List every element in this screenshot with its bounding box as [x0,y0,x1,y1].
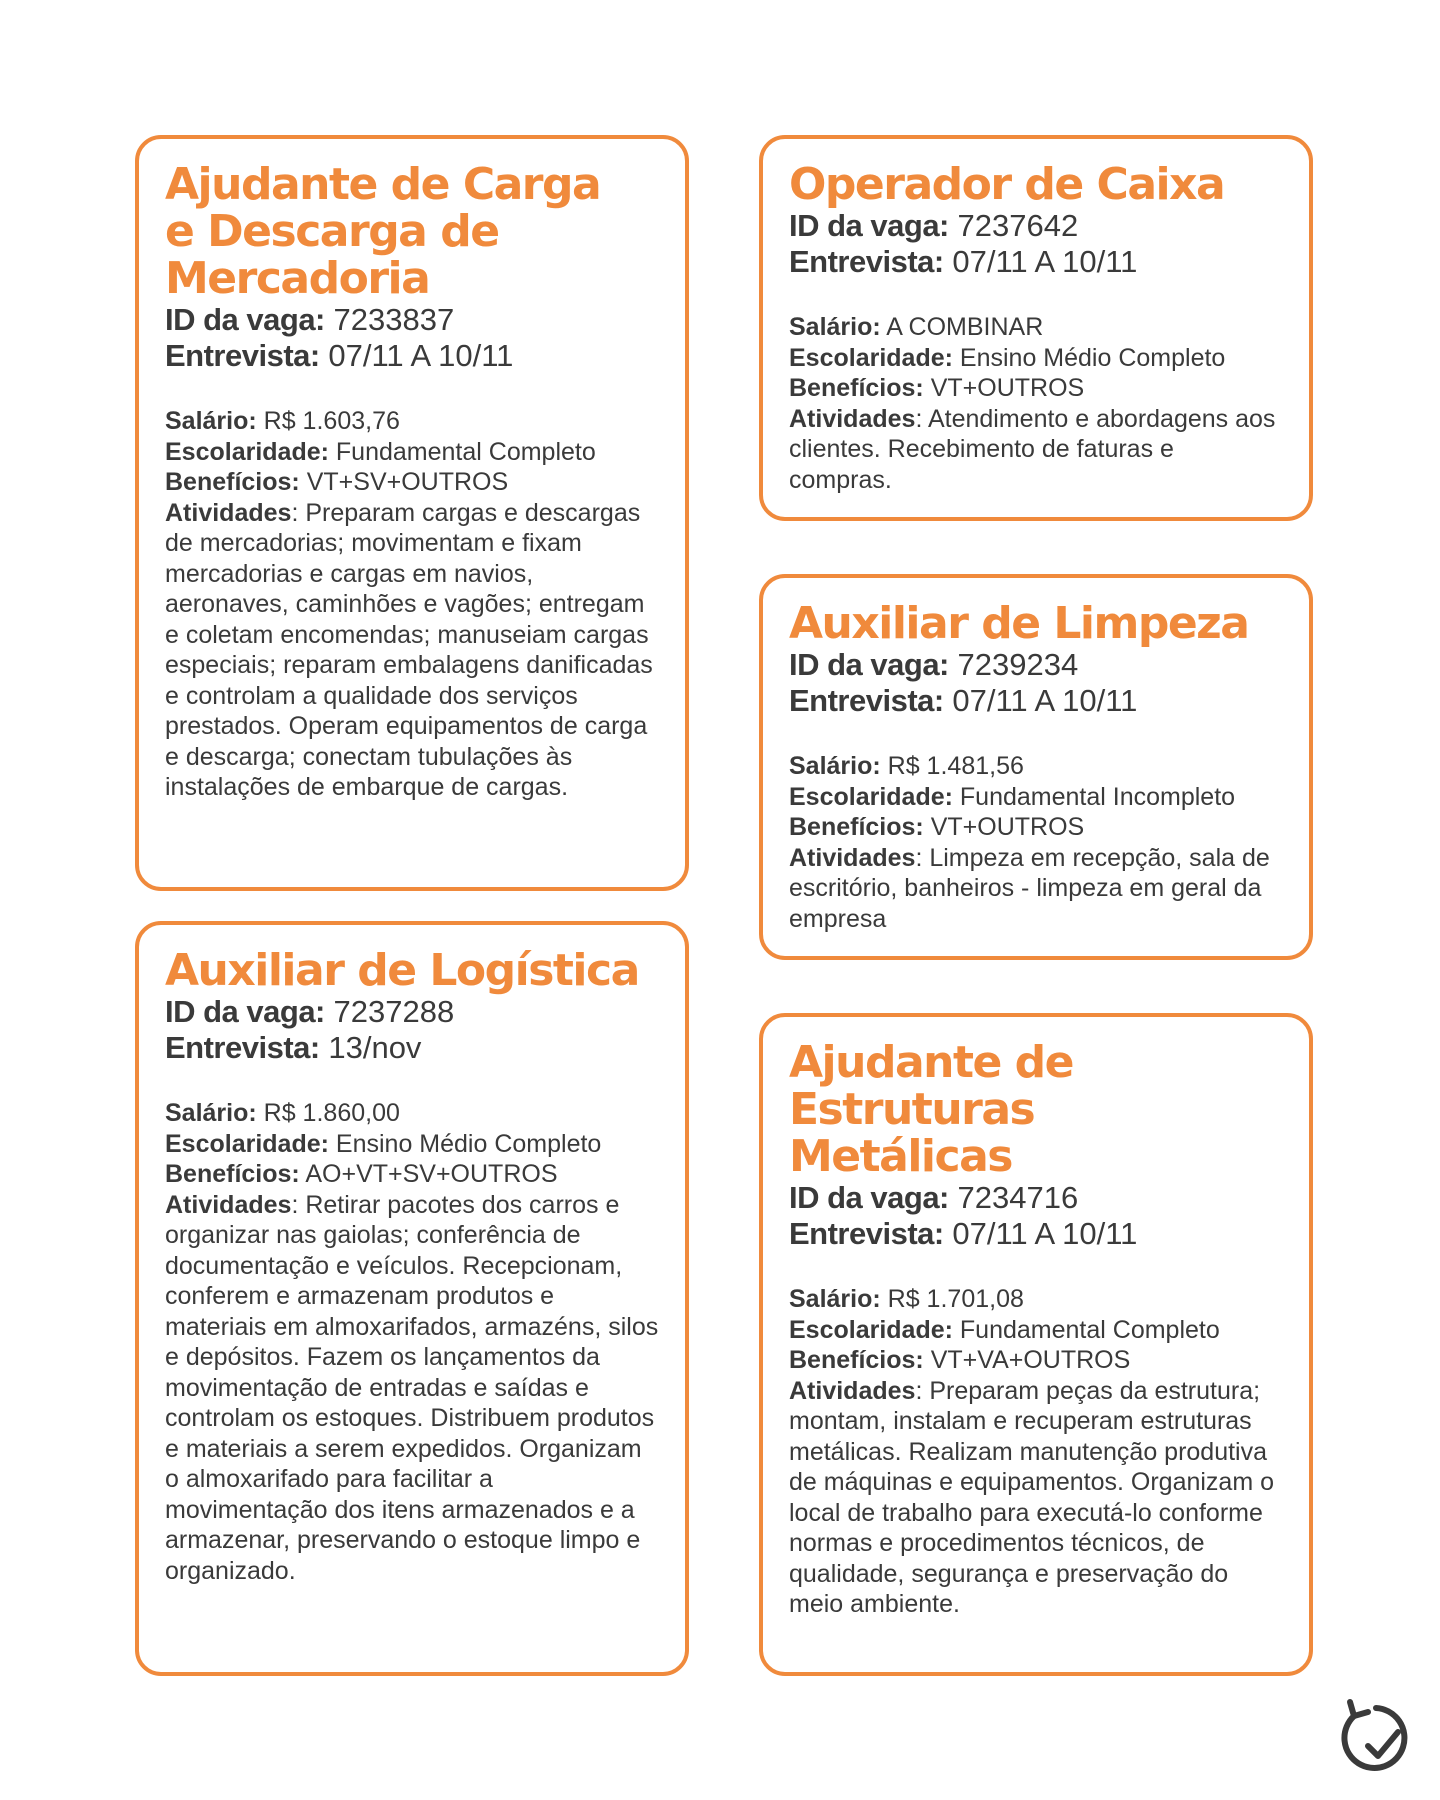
job-education-row [165,1129,659,1160]
job-id-row [165,302,659,338]
job-interview-value: 07/11 A 10/11 [952,683,1138,718]
job-interview-label: Entrevista: [789,683,944,718]
job-benefits-label: Benefícios: [789,1346,924,1374]
job-benefits-row [789,812,1283,843]
job-activities-value: : Preparam peças da estrutura; montam, instalam e recuperam estruturas metálicas. Realizam manutenção produtiva de máquinas e equipamentos. Organizam o local de trabalho para executá-lo conforme normas e procedimentos técnicos, de qualidade, segurança e preservação do meio ambiente. [789,1376,1275,1618]
job-education-label: Escolaridade: [165,1129,329,1158]
job-benefits-value: VT+VA+OUTROS [930,1346,1131,1374]
job-card-auxiliar-logistica [135,921,689,1676]
job-details [789,1284,1283,1620]
job-benefits-value: AO+VT+SV+OUTROS [305,1160,558,1188]
job-salary-row [789,1284,1283,1315]
job-card-ajudante-carga [135,135,689,891]
job-education-label: Escolaridade: [789,1315,953,1344]
job-education-value: Fundamental Completo [335,437,596,466]
job-education-value: Fundamental Incompleto [959,782,1236,811]
job-id-label: ID da vaga: [789,647,949,682]
job-salary-row [165,1098,659,1129]
job-education-row [789,782,1283,813]
job-card-auxiliar-limpeza [759,574,1313,960]
job-education-label: Escolaridade: [789,782,953,811]
job-interview-label: Entrevista: [789,244,944,279]
job-interview-value: 07/11 A 10/11 [328,338,514,373]
job-education-row [789,343,1283,374]
job-benefits-row [789,373,1283,404]
job-interview-row [789,683,1283,719]
job-title: Ajudante de Carga e Descarga de Mercadoria [165,159,601,304]
job-id-value: 7234716 [957,1180,1079,1215]
job-salary-value: A COMBINAR [886,313,1044,341]
job-activities-value: : Retirar pacotes dos carros e organizar nas gaiolas; conferência de documentação e veículos. Recepcionam, conferem e armazenam produtos e materiais em almoxarifados, armazéns, silos e depósitos. Fazem os lançamentos da movimentação de entradas e saídas e controlam os estoques. Distribuem produtos e materiais a serem expedidos. Organizam o almoxarifado para facilitar a movimentação dos itens armazenados e a armazenar, preservando o estoque limpo e organizado. [165,1190,659,1585]
job-benefits-value: VT+SV+OUTROS [306,468,509,496]
job-benefits-label: Benefícios: [165,1160,300,1188]
job-salary-label: Salário: [789,752,881,780]
job-interview-label: Entrevista: [165,338,320,373]
job-benefits-row [165,467,659,498]
job-card-ajudante-estruturas [759,1013,1313,1676]
job-id-value: 7237288 [333,994,455,1029]
job-id-label: ID da vaga: [789,208,949,243]
job-details [165,1098,659,1586]
job-interview-value: 13/nov [328,1030,422,1065]
job-education-row [165,437,659,468]
job-activities-label: Atividades [789,1376,916,1405]
job-education-value: Fundamental Completo [959,1315,1220,1344]
job-card-operador-caixa [759,135,1313,521]
job-id-row [789,1180,1283,1216]
job-salary-label: Salário: [165,407,257,435]
job-salary-label: Salário: [165,1099,257,1127]
job-salary-value: R$ 1.603,76 [263,407,400,435]
job-education-row [789,1315,1283,1346]
job-id-label: ID da vaga: [165,302,325,337]
job-activities [789,404,1283,496]
job-title: Ajudante de Estruturas Metálicas [789,1037,1074,1182]
job-details [165,406,659,803]
job-activities [789,843,1283,935]
job-benefits-row [165,1159,659,1190]
job-benefits-value: VT+OUTROS [930,374,1085,402]
job-benefits-label: Benefícios: [789,813,924,841]
job-title: Auxiliar de Logística [165,945,639,996]
job-activities [165,1190,659,1587]
job-interview-value: 07/11 A 10/11 [952,244,1138,279]
job-benefits-row [789,1345,1283,1376]
job-salary-row [789,751,1283,782]
job-salary-value: R$ 1.860,00 [263,1099,400,1127]
job-interview-row [789,1216,1283,1252]
job-id-value: 7233837 [333,302,455,337]
job-interview-label: Entrevista: [165,1030,320,1065]
brand-logo-icon [1340,1690,1416,1780]
job-activities-label: Atividades [165,1190,292,1219]
job-interview-row [165,338,659,374]
job-interview-value: 07/11 A 10/11 [952,1216,1138,1251]
job-education-value: Ensino Médio Completo [335,1129,602,1158]
job-id-row [789,647,1283,683]
job-education-value: Ensino Médio Completo [959,343,1226,372]
job-activities [165,498,659,803]
job-salary-row [789,312,1283,343]
job-salary-value: R$ 1.701,08 [887,1285,1024,1313]
job-id-value: 7239234 [957,647,1079,682]
job-id-row [789,208,1283,244]
job-details [789,751,1283,934]
job-activities-value: : Preparam cargas e descargas de mercadorias; movimentam e fixam mercadorias e cargas em navios, aeronaves, caminhões e vagões; entregam e coletam encomendas; manuseiam cargas especiais; reparam embalagens danificadas e controlam a qualidade dos serviços prestados. Operam equipamentos de carga e descarga; conectam tubulações às instalações de embarque de cargas. [165,498,653,801]
job-interview-row [789,244,1283,280]
job-activities-value: : Limpeza em recepção, sala de escritório, banheiros - limpeza em geral da empresa [789,843,1270,933]
job-benefits-label: Benefícios: [789,374,924,402]
job-activities-label: Atividades [165,498,292,527]
job-id-label: ID da vaga: [165,994,325,1029]
job-activities-label: Atividades [789,404,916,433]
job-salary-label: Salário: [789,1285,881,1313]
job-activities-label: Atividades [789,843,916,872]
job-id-label: ID da vaga: [789,1180,949,1215]
job-interview-row [165,1030,659,1066]
job-id-value: 7237642 [957,208,1079,243]
job-activities-value: : Atendimento e abordagens aos clientes. Recebimento de faturas e compras. [789,404,1276,494]
job-education-label: Escolaridade: [165,437,329,466]
job-salary-value: R$ 1.481,56 [887,752,1024,780]
job-benefits-label: Benefícios: [165,468,300,496]
job-salary-row [165,406,659,437]
job-salary-label: Salário: [789,313,881,341]
job-activities [789,1376,1283,1620]
job-title: Operador de Caixa [789,159,1225,210]
job-benefits-value: VT+OUTROS [930,813,1085,841]
job-title: Auxiliar de Limpeza [789,598,1249,649]
job-interview-label: Entrevista: [789,1216,944,1251]
job-details [789,312,1283,495]
job-id-row [165,994,659,1030]
job-education-label: Escolaridade: [789,343,953,372]
